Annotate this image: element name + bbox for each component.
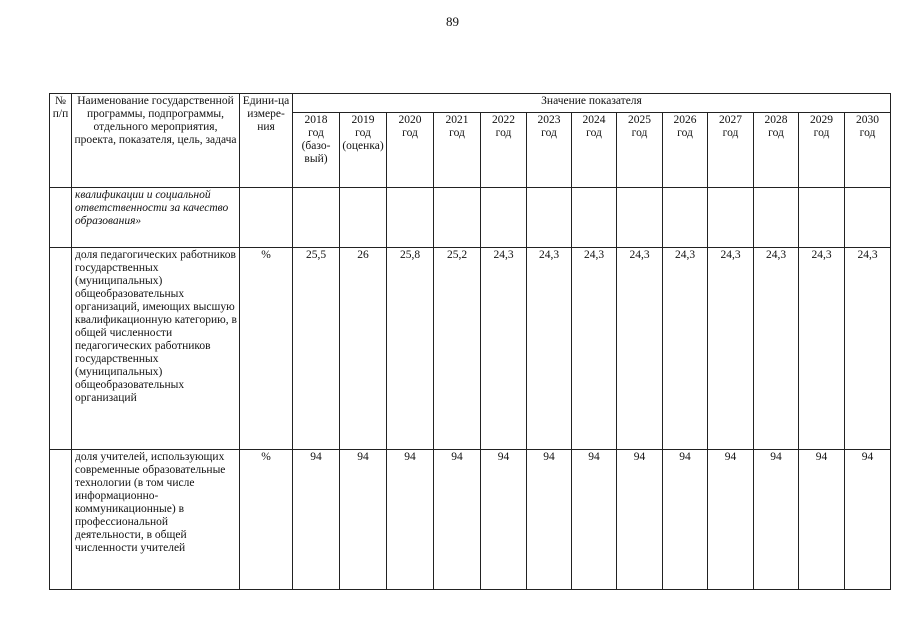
year-label: 2027 [719,114,742,126]
cell-value-2024: 24,3 [572,248,617,450]
year-caption: год [677,127,693,139]
year-label: 2026 [673,114,697,126]
cell-value-2023: 94 [527,450,572,590]
year-caption: год [355,127,371,139]
cell-value-2022 [481,188,527,248]
header-num: № п/п [50,94,72,188]
cell-value-2030: 24,3 [845,248,891,450]
cell-value-2022: 24,3 [481,248,527,450]
cell-value-2021: 25,2 [434,248,481,450]
year-caption: год [813,127,830,139]
header-year-2018 [293,113,340,188]
cell-value-2026 [663,188,708,248]
year-caption: год [768,127,784,139]
cell-value-2026: 94 [663,450,708,590]
year-label: 2025 [628,114,651,126]
header-year-2030 [845,113,891,188]
header-year-2023 [527,113,572,188]
year-label: 2029 [810,114,833,126]
year-label: 2022 [492,114,515,126]
header-year-2028 [754,113,799,188]
cell-value-2022: 94 [481,450,527,590]
header-year-2019 [340,113,387,188]
header-name: Наименование государственной программы, подпрограммы, отдельного мероприятия, проекта, показателя, цель, задача [72,94,240,188]
cell-value-2018: 25,5 [293,248,340,450]
cell-value-2029: 24,3 [799,248,845,450]
row-num [50,248,72,450]
header-unit: Едини-ца измере-ния [240,94,293,188]
year-label: 2019 [351,114,375,126]
cell-value-2024: 94 [572,450,617,590]
cell-value-2019 [340,188,387,248]
year-caption: (базо- [301,140,331,152]
header-value-group: Значение показателя [293,94,891,113]
cell-value-2023: 24,3 [527,248,572,450]
header-year-2021 [434,113,481,188]
year-caption: (оценка) [342,140,384,152]
year-label: 2021 [445,114,469,126]
header-year-2029 [799,113,845,188]
table-row [50,450,891,590]
page-number: 89 [446,14,459,29]
year-caption: год [495,127,512,139]
year-caption: год [586,127,602,139]
cell-value-2025: 24,3 [617,248,663,450]
row-name: доля педагогических работников государственных (муниципальных) общеобразовательных организаций, имеющих высшую квалификационную категорию, в общей численности педагогических работников государственных (муниципальных) общеобразовательных организаций [72,248,240,450]
cell-value-2029 [799,188,845,248]
year-caption: год [402,127,418,139]
cell-value-2020 [387,188,434,248]
row-unit: % [240,450,293,590]
cell-value-2026: 24,3 [663,248,708,450]
row-num [50,450,72,590]
header-year-2022 [481,113,527,188]
cell-value-2018 [293,188,340,248]
table-row [50,188,891,248]
cell-value-2028: 24,3 [754,248,799,450]
row-unit [240,188,293,248]
year-label: 2024 [582,114,606,126]
cell-value-2029: 94 [799,450,845,590]
cell-value-2025: 94 [617,450,663,590]
row-name: доля учителей, использующих современные образовательные технологии (в том числе информационно-коммуникационные) в профессиональной деятельности, в общей численности учителей [72,450,240,590]
cell-value-2024 [572,188,617,248]
cell-value-2020: 25,8 [387,248,434,450]
cell-value-2030 [845,188,891,248]
header-year-2026 [663,113,708,188]
year-label: 2028 [764,114,788,126]
row-num [50,188,72,248]
cell-value-2023 [527,188,572,248]
year-caption: год [631,127,648,139]
cell-value-2025 [617,188,663,248]
row-unit: % [240,248,293,450]
year-label: 2020 [398,114,422,126]
year-label: 2030 [856,114,879,126]
cell-value-2021: 94 [434,450,481,590]
header-year-2020 [387,113,434,188]
cell-value-2027 [708,188,754,248]
row-name: квалификации и социальной ответственности за качество образования» [72,188,240,248]
cell-value-2028: 94 [754,450,799,590]
year-caption: год [722,127,739,139]
cell-value-2030: 94 [845,450,891,590]
cell-value-2028 [754,188,799,248]
cell-value-2027: 94 [708,450,754,590]
indicators-table [49,93,891,590]
year-caption: год [449,127,465,139]
cell-value-2020: 94 [387,450,434,590]
header-year-2027 [708,113,754,188]
cell-value-2018: 94 [293,450,340,590]
table-row [50,248,891,450]
header-row-1 [50,94,891,113]
year-caption: год [308,127,324,139]
year-label: 2023 [537,114,561,126]
cell-value-2027: 24,3 [708,248,754,450]
year-caption: вый) [304,153,328,165]
header-year-2025 [617,113,663,188]
cell-value-2019: 26 [340,248,387,450]
cell-value-2019: 94 [340,450,387,590]
year-caption: год [541,127,557,139]
year-caption: год [859,127,876,139]
header-year-2024 [572,113,617,188]
cell-value-2021 [434,188,481,248]
year-label: 2018 [304,114,328,126]
